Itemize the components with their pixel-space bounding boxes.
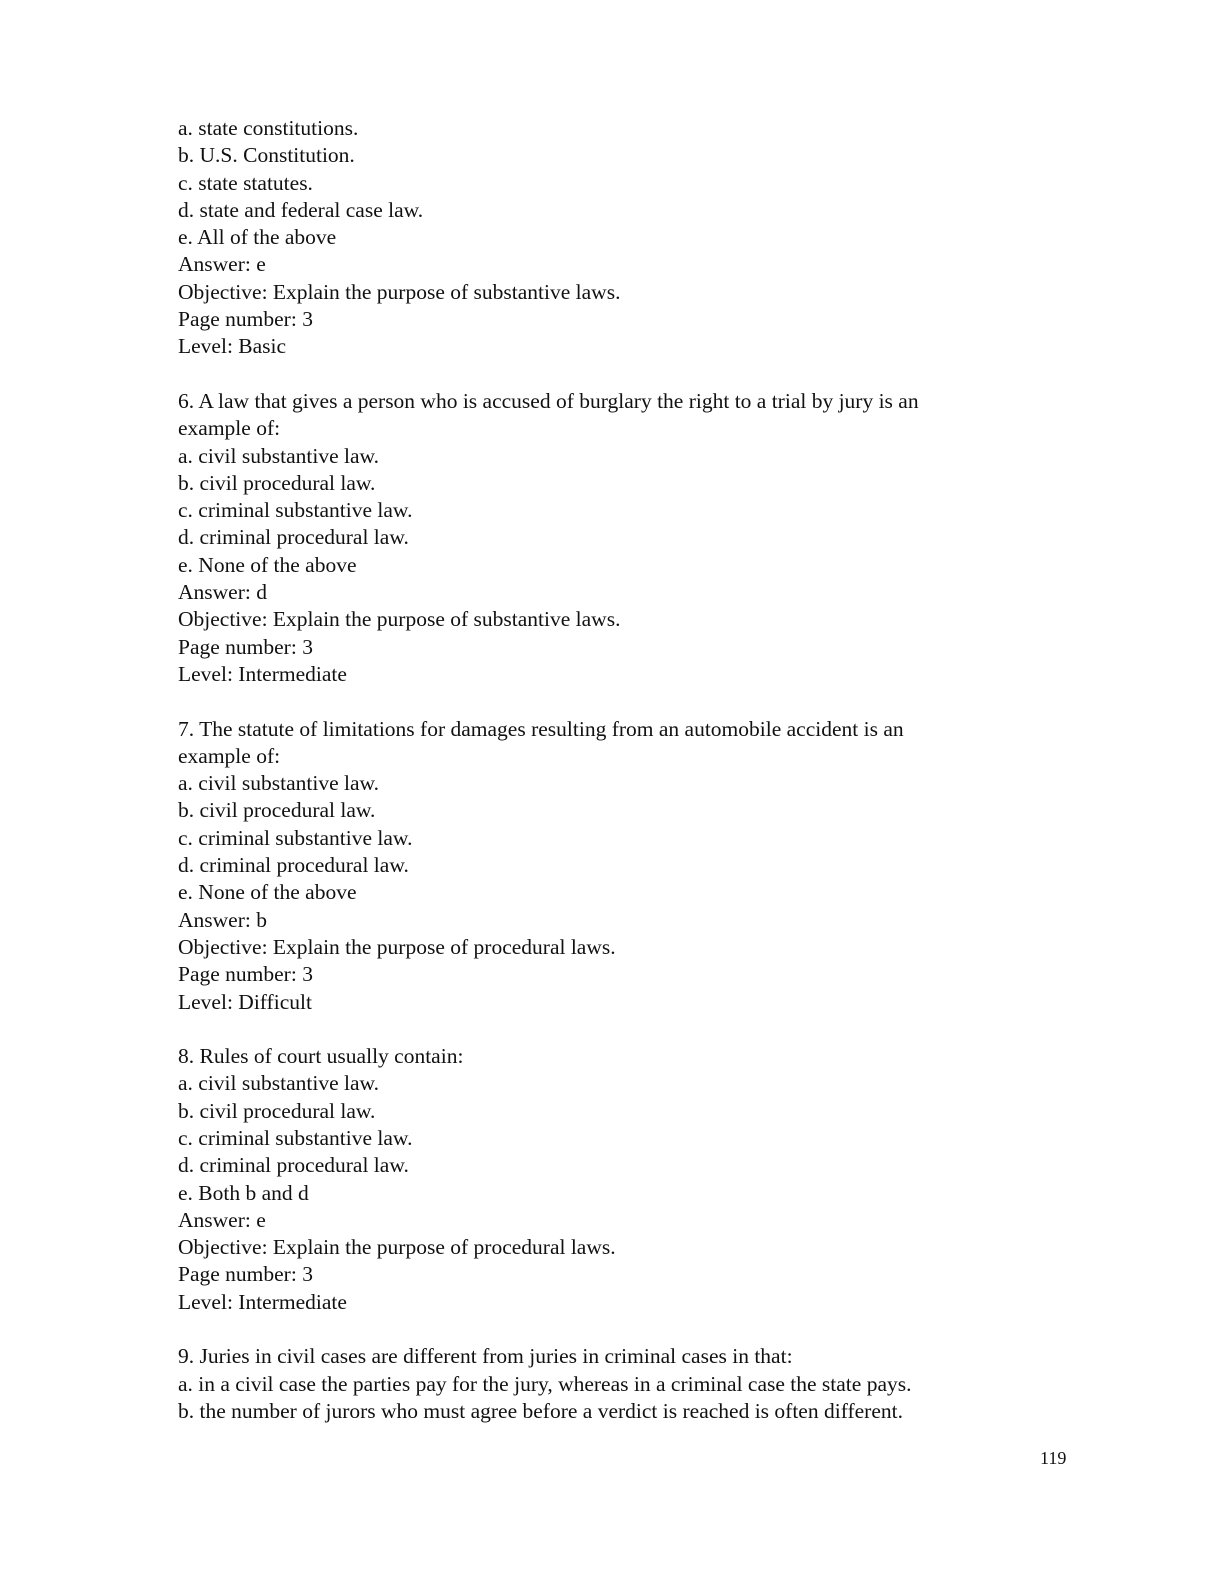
- question-7: [178, 716, 1078, 1016]
- objective-line: Objective: Explain the purpose of procedural laws.: [178, 1235, 616, 1260]
- page-footer-number: 119: [1040, 1448, 1067, 1468]
- question-6: [178, 388, 1078, 688]
- answer-line: Answer: e: [178, 252, 266, 277]
- option-e: e. None of the above: [178, 880, 357, 905]
- option-a: a. civil substantive law.: [178, 771, 380, 796]
- option-b: b. the number of jurors who must agree before a verdict is reached is often different.: [178, 1398, 903, 1423]
- page-number-line: Page number: 3: [178, 962, 313, 987]
- question-stem-continued: example of:: [178, 416, 281, 441]
- option-e: e. All of the above: [178, 225, 337, 250]
- option-d: d. criminal procedural law.: [178, 1153, 409, 1178]
- question-stem: 7. The statute of limitations for damages resulting from an automobile accident is an: [178, 716, 904, 741]
- objective-line: Objective: Explain the purpose of procedural laws.: [178, 934, 616, 959]
- option-e: e. None of the above: [178, 552, 357, 577]
- option-c: c. criminal substantive law.: [178, 825, 413, 850]
- question-stem: 8. Rules of court usually contain:: [178, 1044, 464, 1069]
- option-b: b. civil procedural law.: [178, 798, 376, 823]
- objective-line: Objective: Explain the purpose of substantive laws.: [178, 279, 621, 304]
- option-a: a. state constitutions.: [178, 116, 359, 140]
- level-line: Level: Basic: [178, 334, 287, 359]
- option-a: a. in a civil case the parties pay for the jury, whereas in a criminal case the state pays.: [178, 1371, 912, 1396]
- page-number-line: Page number: 3: [178, 634, 313, 659]
- answer-line: Answer: e: [178, 1207, 266, 1232]
- option-a: a. civil substantive law.: [178, 1071, 380, 1096]
- level-line: Level: Intermediate: [178, 1289, 347, 1314]
- option-c: c. state statutes.: [178, 170, 313, 195]
- option-a: a. civil substantive law.: [178, 443, 380, 468]
- option-e: e. Both b and d: [178, 1180, 309, 1205]
- option-b: b. civil procedural law.: [178, 1098, 376, 1123]
- option-b: b. U.S. Constitution.: [178, 143, 355, 168]
- question-stem-continued: example of:: [178, 743, 281, 768]
- option-d: d. criminal procedural law.: [178, 525, 409, 550]
- level-line: Level: Intermediate: [178, 661, 347, 686]
- option-d: d. state and federal case law.: [178, 197, 424, 222]
- level-line: Level: Difficult: [178, 989, 312, 1014]
- question-stem: 9. Juries in civil cases are different from juries in criminal cases in that:: [178, 1344, 793, 1369]
- option-c: c. criminal substantive law.: [178, 498, 413, 523]
- answer-line: Answer: d: [178, 580, 267, 605]
- question-5-continued: [178, 115, 1078, 361]
- page-number-line: Page number: 3: [178, 1262, 313, 1287]
- option-b: b. civil procedural law.: [178, 470, 376, 495]
- question-9: [178, 1343, 1078, 1425]
- option-d: d. criminal procedural law.: [178, 853, 409, 878]
- question-8: [178, 1043, 1078, 1316]
- objective-line: Objective: Explain the purpose of substantive laws.: [178, 607, 621, 632]
- option-c: c. criminal substantive law.: [178, 1125, 413, 1150]
- question-stem: 6. A law that gives a person who is accused of burglary the right to a trial by jury is an: [178, 388, 919, 413]
- answer-line: Answer: b: [178, 907, 267, 932]
- question-list: [178, 115, 1078, 1453]
- page-number-line: Page number: 3: [178, 307, 313, 332]
